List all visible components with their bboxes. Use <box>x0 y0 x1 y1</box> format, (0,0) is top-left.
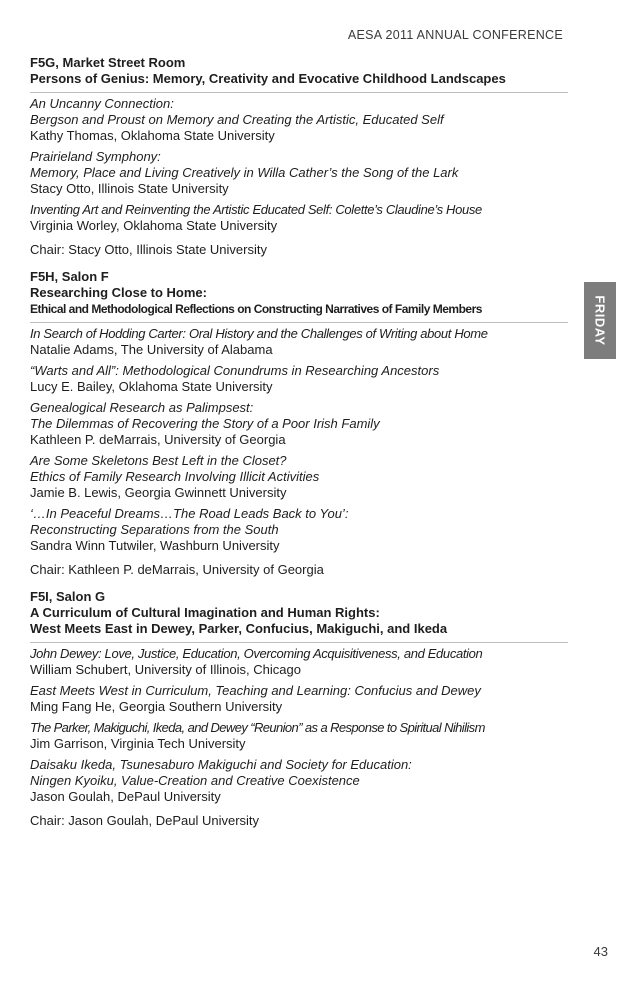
session-f5h <box>30 269 568 578</box>
paper-title: In Search of Hodding Carter: Oral History and the Challenges of Writing about Home <box>30 326 488 341</box>
running-header: AESA 2011 ANNUAL CONFERENCE <box>347 28 563 42</box>
paper-author: Kathy Thomas, Oklahoma State University <box>30 128 275 143</box>
paper-item <box>30 683 568 715</box>
paper-author: Sandra Winn Tutwiler, Washburn University <box>30 538 280 553</box>
paper-item <box>30 363 568 395</box>
divider <box>30 642 568 643</box>
session-title: Ethical and Methodological Reflections on Constructing Narratives of Family Members <box>30 302 482 316</box>
page-number: 43 <box>593 944 608 959</box>
divider <box>30 92 568 93</box>
paper-author: Jason Goulah, DePaul University <box>30 789 221 804</box>
paper-title: Bergson and Proust on Memory and Creating the Artistic, Educated Self <box>30 112 444 127</box>
session-title: West Meets East in Dewey, Parker, Confucius, Makiguchi, and Ikeda <box>30 621 448 636</box>
paper-item <box>30 720 568 752</box>
session-title: Researching Close to Home: <box>30 285 207 300</box>
paper-title: Reconstructing Separations from the South <box>30 522 279 537</box>
paper-title: Ethics of Family Research Involving Illicit Activities <box>30 469 320 484</box>
paper-item <box>30 202 568 234</box>
paper-author: Kathleen P. deMarrais, University of Georgia <box>30 432 286 447</box>
session-f5i <box>30 589 568 829</box>
paper-author: Stacy Otto, Illinois State University <box>30 181 229 196</box>
paper-title: The Parker, Makiguchi, Ikeda, and Dewey “Reunion” as a Response to Spiritual Nihilism <box>30 720 485 735</box>
session-room: F5G, Market Street Room <box>30 55 186 70</box>
session-chair: Chair: Stacy Otto, Illinois State University <box>30 242 267 257</box>
paper-item <box>30 149 568 197</box>
day-tab <box>584 282 616 359</box>
paper-author: Jamie B. Lewis, Georgia Gwinnett University <box>30 485 287 500</box>
paper-title: John Dewey: Love, Justice, Education, Overcoming Acquisitiveness, and Education <box>30 646 483 661</box>
paper-item <box>30 757 568 805</box>
paper-author: Ming Fang He, Georgia Southern University <box>30 699 283 714</box>
paper-title: Inventing Art and Reinventing the Artistic Educated Self: Colette’s Claudine’s House <box>30 202 482 217</box>
paper-item <box>30 400 568 448</box>
paper-item <box>30 96 568 144</box>
paper-author: Lucy E. Bailey, Oklahoma State University <box>30 379 273 394</box>
paper-author: Natalie Adams, The University of Alabama <box>30 342 273 357</box>
paper-title: “Warts and All”: Methodological Conundrums in Researching Ancestors <box>30 363 440 378</box>
paper-author: William Schubert, University of Illinois, Chicago <box>30 662 301 677</box>
session-f5g <box>30 55 568 258</box>
session-room: F5H, Salon F <box>30 269 109 284</box>
paper-item <box>30 646 568 678</box>
paper-author: Virginia Worley, Oklahoma State University <box>30 218 278 233</box>
paper-title: East Meets West in Curriculum, Teaching and Learning: Confucius and Dewey <box>30 683 481 698</box>
paper-title: Are Some Skeletons Best Left in the Closet? <box>30 453 287 468</box>
paper-author: Jim Garrison, Virginia Tech University <box>30 736 246 751</box>
paper-title: The Dilemmas of Recovering the Story of a Poor Irish Family <box>30 416 380 431</box>
paper-item <box>30 506 568 554</box>
paper-title: Ningen Kyoiku, Value-Creation and Creative Coexistence <box>30 773 360 788</box>
paper-item <box>30 326 568 358</box>
session-title: Persons of Genius: Memory, Creativity and Evocative Childhood Landscapes <box>30 71 506 86</box>
paper-title: ‘…In Peaceful Dreams…The Road Leads Back to You’: <box>30 506 349 521</box>
day-tab-label: FRIDAY <box>592 295 608 346</box>
paper-item <box>30 453 568 501</box>
program-content <box>30 55 568 840</box>
paper-title: Daisaku Ikeda, Tsunesaburo Makiguchi and Society for Education: <box>30 757 412 772</box>
session-room: F5I, Salon G <box>30 589 106 604</box>
divider <box>30 322 568 323</box>
paper-title: An Uncanny Connection: <box>30 96 174 111</box>
session-chair: Chair: Kathleen P. deMarrais, University of Georgia <box>30 562 324 577</box>
paper-title: Genealogical Research as Palimpsest: <box>30 400 254 415</box>
session-chair: Chair: Jason Goulah, DePaul University <box>30 813 260 828</box>
paper-title: Prairieland Symphony: <box>30 149 161 164</box>
paper-title: Memory, Place and Living Creatively in Willa Cather’s the Song of the Lark <box>30 165 459 180</box>
session-title: A Curriculum of Cultural Imagination and Human Rights: <box>30 605 380 620</box>
